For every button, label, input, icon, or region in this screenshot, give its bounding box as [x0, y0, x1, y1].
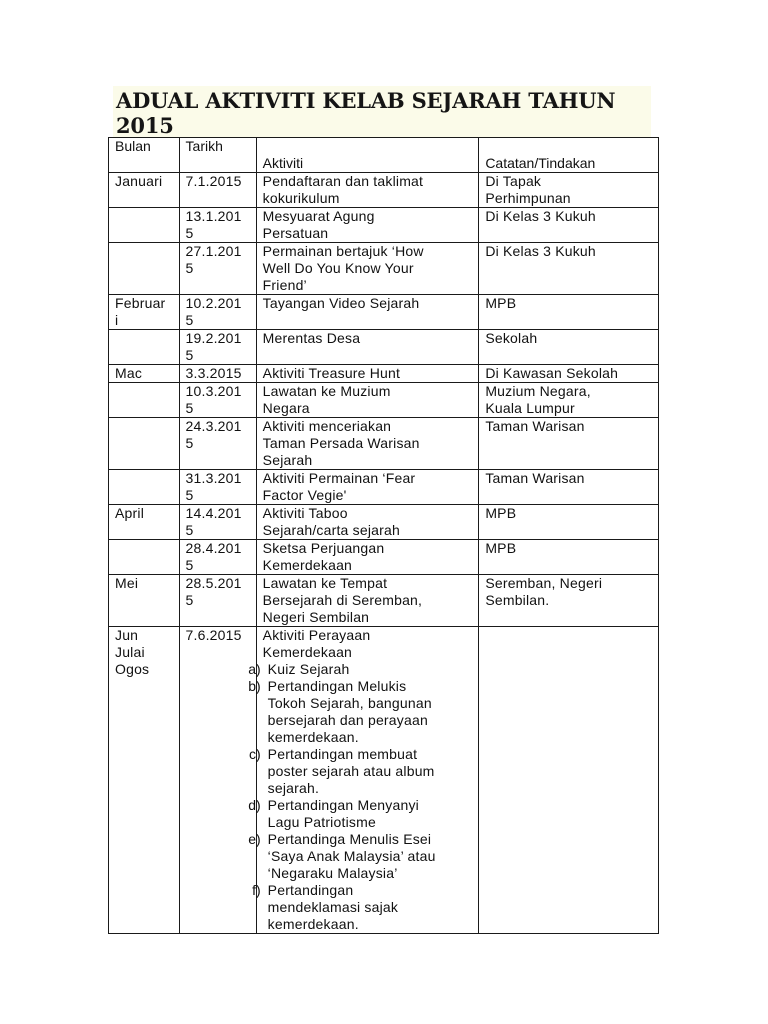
- cell-bulan: [109, 540, 180, 575]
- sub-activity-list: [248, 661, 473, 933]
- cell-catatan: Di Kelas 3 Kukuh: [479, 208, 659, 243]
- header-tarikh-label: Tarikh: [185, 138, 223, 154]
- cell-tarikh: 10.2.201 5: [179, 295, 256, 330]
- cell-catatan: MPB: [479, 505, 659, 540]
- cell-bulan: [109, 243, 180, 295]
- cell-catatan: [479, 627, 659, 934]
- list-item: [249, 746, 473, 797]
- aktiviti-heading: Aktiviti Perayaan Kemerdekaan: [262, 627, 371, 660]
- list-item-letter: d): [248, 797, 261, 813]
- cell-tarikh: 7.6.2015: [179, 627, 256, 934]
- cell-tarikh: 28.4.201 5: [179, 540, 256, 575]
- cell-tarikh: 3.3.2015: [179, 365, 256, 383]
- list-item-text: Pertandingan mendeklamasi sajak kemerdekaan.: [267, 882, 399, 932]
- list-item: [252, 882, 473, 933]
- cell-aktiviti: [248, 627, 479, 934]
- table-row: [109, 208, 659, 243]
- cell-tarikh: 27.1.201 5: [179, 243, 256, 295]
- header-aktiviti: [256, 138, 479, 173]
- cell-tarikh: 28.5.201 5: [179, 575, 256, 627]
- table-row: [109, 418, 659, 470]
- activity-schedule-table: [108, 137, 659, 934]
- cell-catatan: Di Kawasan Sekolah: [479, 365, 659, 383]
- table-row: [109, 540, 659, 575]
- cell-bulan: Jun Julai Ogos: [109, 627, 180, 934]
- cell-bulan: [109, 418, 180, 470]
- cell-tarikh: 31.3.201 5: [179, 470, 256, 505]
- list-item-letter: a): [248, 661, 261, 677]
- header-catatan: [479, 138, 659, 173]
- cell-bulan: [109, 470, 180, 505]
- cell-catatan: Taman Warisan: [479, 418, 659, 470]
- cell-aktiviti: Lawatan ke Muzium Negara: [256, 383, 479, 418]
- list-item-letter: f): [252, 882, 261, 898]
- cell-catatan: Di Tapak Perhimpunan: [479, 173, 659, 208]
- cell-aktiviti: Aktiviti Permainan ‘Fear Factor Vegie': [256, 470, 479, 505]
- list-item-letter: e): [248, 831, 261, 847]
- table-row: [109, 575, 659, 627]
- list-item: [248, 797, 473, 831]
- schedule-body: [109, 173, 659, 934]
- cell-catatan: Taman Warisan: [479, 470, 659, 505]
- cell-catatan: MPB: [479, 540, 659, 575]
- cell-catatan: Seremban, Negeri Sembilan.: [479, 575, 659, 627]
- cell-tarikh: 7.1.2015: [179, 173, 256, 208]
- table-row: [109, 295, 659, 330]
- header-aktiviti-label: Aktiviti: [262, 155, 304, 171]
- table-row: [109, 330, 659, 365]
- list-item-text: Pertandingan Melukis Tokoh Sejarah, bangunan bersejarah dan perayaan kemerdekaan.: [267, 678, 432, 745]
- cell-aktiviti: Pendaftaran dan taklimat kokurikulum: [256, 173, 479, 208]
- table-row: [109, 173, 659, 208]
- header-catatan-label: Catatan/Tindakan: [485, 155, 596, 171]
- header-bulan-label: Bulan: [115, 138, 151, 154]
- list-item-letter: b): [248, 678, 261, 694]
- cell-aktiviti: Merentas Desa: [256, 330, 479, 365]
- cell-tarikh: 19.2.201 5: [179, 330, 256, 365]
- cell-bulan: [109, 330, 180, 365]
- document-title: ADUAL AKTIVITI KELAB SEJARAH TAHUN 2015: [116, 88, 616, 138]
- cell-aktiviti: Aktiviti menceriakan Taman Persada Warisan Sejarah: [256, 418, 479, 470]
- cell-bulan: April: [109, 505, 180, 540]
- table-row-last: [109, 627, 659, 934]
- cell-tarikh: 14.4.201 5: [179, 505, 256, 540]
- cell-aktiviti: Permainan bertajuk ‘How Well Do You Know Your Friend’: [256, 243, 479, 295]
- cell-catatan: Di Kelas 3 Kukuh: [479, 243, 659, 295]
- table-row: [109, 243, 659, 295]
- cell-tarikh: 10.3.201 5: [179, 383, 256, 418]
- list-item-text: Pertandingan Menyanyi Lagu Patriotisme: [267, 797, 419, 830]
- cell-aktiviti: Aktiviti Treasure Hunt: [256, 365, 479, 383]
- list-item-text: Kuiz Sejarah: [267, 661, 350, 677]
- cell-tarikh: 13.1.201 5: [179, 208, 256, 243]
- cell-aktiviti: Aktiviti Taboo Sejarah/carta sejarah: [256, 505, 479, 540]
- cell-catatan: Muzium Negara, Kuala Lumpur: [479, 383, 659, 418]
- table-row: [109, 365, 659, 383]
- cell-bulan: Februar i: [109, 295, 180, 330]
- cell-bulan: Mac: [109, 365, 180, 383]
- list-item-letter: c): [249, 746, 261, 762]
- table-row: [109, 505, 659, 540]
- cell-tarikh: 24.3.201 5: [179, 418, 256, 470]
- list-item: [248, 661, 473, 678]
- table-row: [109, 470, 659, 505]
- cell-aktiviti: Mesyuarat Agung Persatuan: [256, 208, 479, 243]
- cell-bulan: [109, 208, 180, 243]
- header-tarikh: [179, 138, 256, 173]
- table-row: [109, 383, 659, 418]
- cell-catatan: MPB: [479, 295, 659, 330]
- cell-aktiviti: Lawatan ke Tempat Bersejarah di Seremban, Negeri Sembilan: [256, 575, 479, 627]
- cell-bulan: Mei: [109, 575, 180, 627]
- list-item: [248, 678, 473, 746]
- cell-bulan: [109, 383, 180, 418]
- cell-bulan: Januari: [109, 173, 180, 208]
- cell-aktiviti: Sketsa Perjuangan Kemerdekaan: [256, 540, 479, 575]
- cell-aktiviti: Tayangan Video Sejarah: [256, 295, 479, 330]
- list-item-text: Pertandingan membuat poster sejarah atau album sejarah.: [267, 746, 435, 796]
- header-bulan: [109, 138, 180, 173]
- cell-catatan: Sekolah: [479, 330, 659, 365]
- header-row: [109, 138, 659, 173]
- list-item-text: Pertandinga Menulis Esei ‘Saya Anak Malaysia’ atau ‘Negaraku Malaysia’: [267, 831, 436, 881]
- list-item: [248, 831, 473, 882]
